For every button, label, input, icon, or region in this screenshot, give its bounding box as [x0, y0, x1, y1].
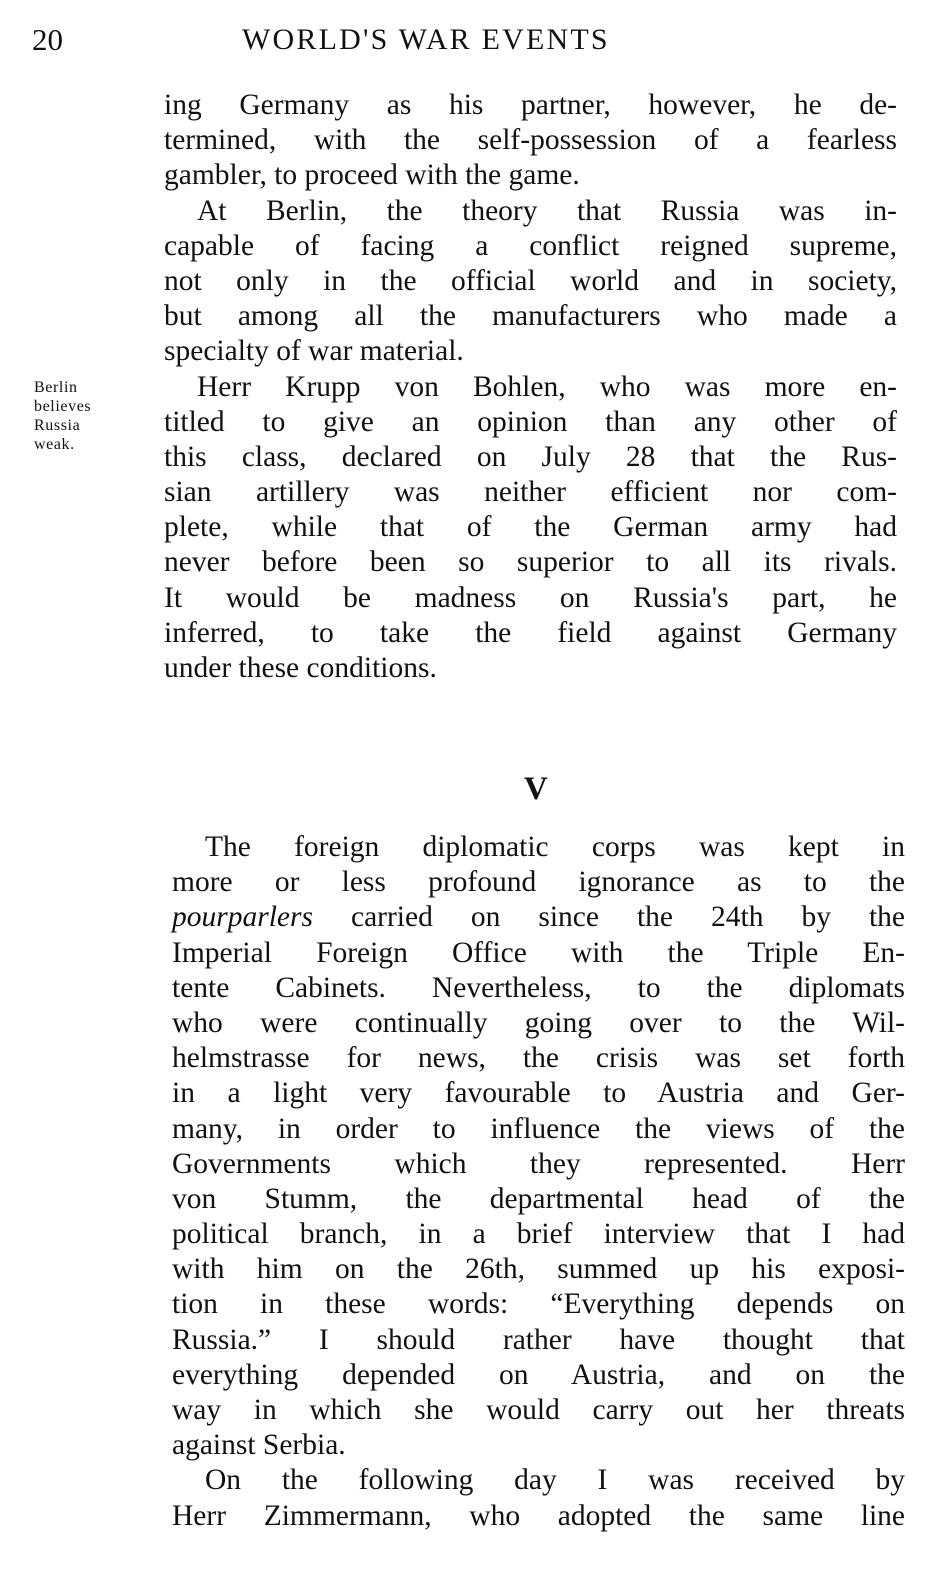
text-line: more or less profound ignorance as to the — [172, 866, 905, 899]
text-line: helmstrasse for news, the crisis was set forth — [172, 1042, 905, 1075]
text-line: never before been so superior to all its rivals. — [164, 546, 897, 579]
text-line: with him on the 26th, summed up his exposi- — [172, 1253, 905, 1286]
text-line: not only in the official world and in society, — [164, 264, 897, 297]
margin-note-line: Berlin — [34, 379, 78, 396]
text-line: tion in these words: “Everything depends on — [172, 1288, 905, 1321]
top-text-block — [164, 88, 897, 686]
text-line: At Berlin, the theory that Russia was in- — [197, 194, 897, 227]
margin-note-line: Russia — [34, 417, 81, 434]
text-line: way in which she would carry out her threats — [172, 1394, 905, 1426]
text-line: many, in order to influence the views of the — [172, 1112, 905, 1145]
page-number: 20 — [32, 22, 63, 57]
text-line: Imperial Foreign Office with the Triple En- — [172, 936, 905, 969]
text-line: but among all the manufacturers who made a — [164, 300, 897, 333]
text-line: plete, while that of the German army had — [164, 511, 897, 544]
text-line: specialty of war material. — [164, 335, 464, 368]
text-line: in a light very favourable to Austria and Ger- — [172, 1077, 905, 1110]
text-line: sian artillery was neither efficient nor com- — [164, 476, 897, 509]
section-number: V — [524, 771, 548, 807]
margin-note-line: weak. — [34, 436, 75, 453]
bottom-text-block — [172, 830, 905, 1534]
text-line: Governments which they represented. Herr — [172, 1147, 905, 1180]
text-line: inferred, to take the field against Germany — [164, 616, 897, 649]
text-line: Herr Krupp von Bohlen, who was more en- — [197, 370, 897, 403]
text-line: under these conditions. — [164, 652, 437, 684]
text-line: tente Cabinets. Nevertheless, to the diplomats — [172, 971, 905, 1004]
text-line: this class, declared on July 28 that the Rus- — [164, 440, 897, 473]
text-line: gambler, to proceed with the game. — [164, 159, 580, 192]
text-line: political branch, in a brief interview that I had — [172, 1218, 905, 1251]
text-line: titled to give an opinion than any other of — [164, 405, 897, 438]
text-fragment: carried on since the 24th by the — [312, 901, 905, 934]
text-line: Russia.” I should rather have thought that — [172, 1323, 905, 1356]
text-line: who were continually going over to the Wil- — [172, 1006, 905, 1039]
text-line: It would be madness on Russia's part, he — [164, 581, 897, 614]
text-line: Herr Zimmermann, who adopted the same line — [172, 1499, 905, 1532]
text-line: everything depended on Austria, and on the — [172, 1358, 905, 1391]
text-line: The foreign diplomatic corps was kept in — [205, 831, 905, 863]
margin-note — [34, 378, 144, 454]
text-line: against Serbia. — [172, 1429, 346, 1462]
text-line: von Stumm, the departmental head of the — [172, 1182, 905, 1215]
text-line: ing Germany as his partner, however, he de- — [164, 89, 897, 121]
italic-term: pourparlers — [172, 901, 313, 934]
text-line — [172, 900, 905, 935]
text-line: On the following day I was received by — [205, 1464, 905, 1497]
margin-note-line: believes — [34, 398, 92, 415]
text-line: termined, with the self-possession of a fearless — [164, 124, 897, 157]
running-title: WORLD'S WAR EVENTS — [242, 23, 610, 56]
text-line: capable of facing a conflict reigned supreme, — [164, 229, 897, 262]
